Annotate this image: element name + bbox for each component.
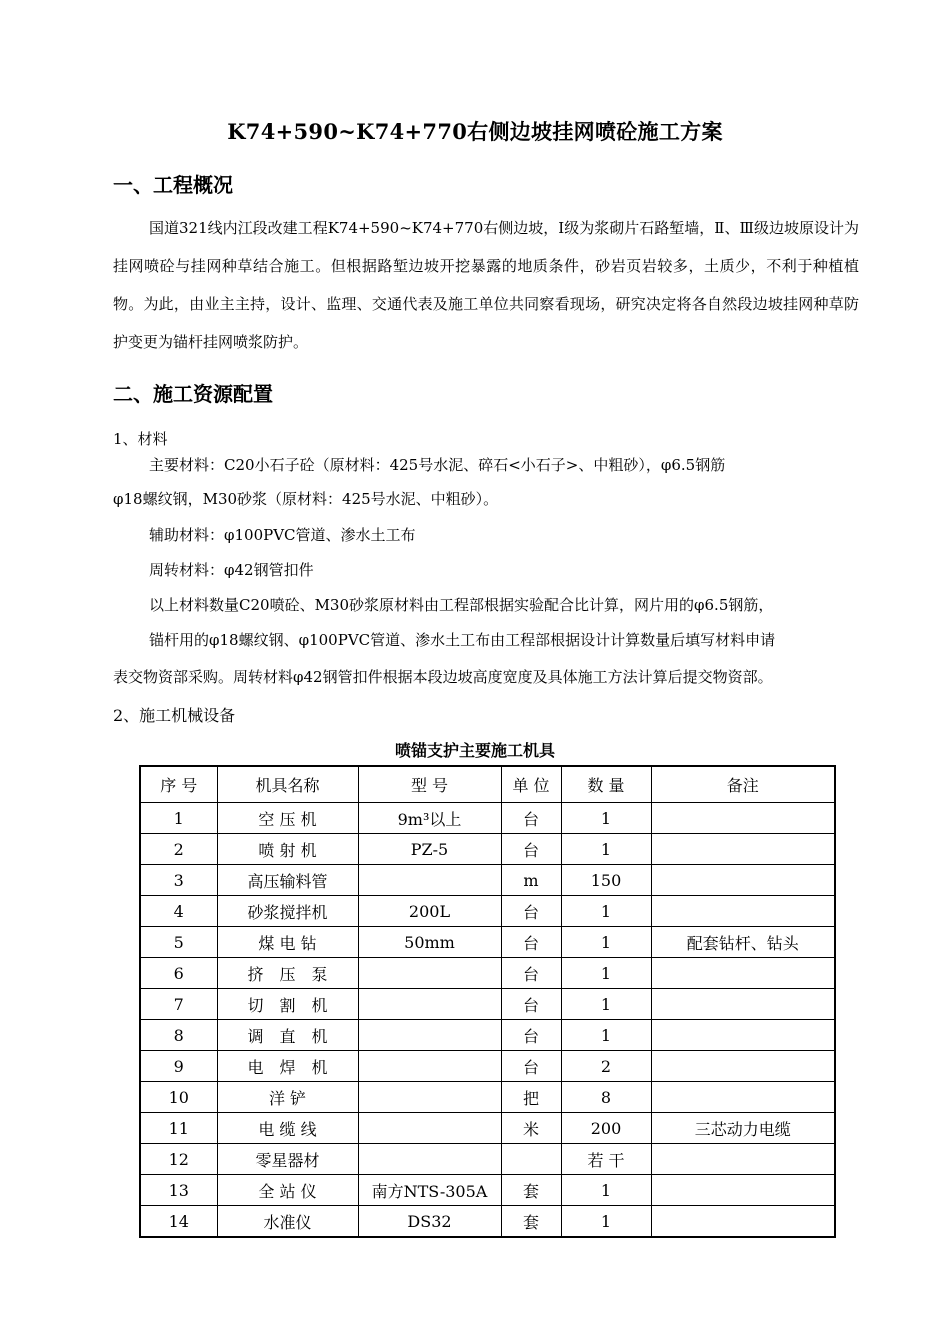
cell-model: PZ-5: [358, 834, 501, 865]
table-row: [140, 989, 835, 1020]
cell-unit: 台: [501, 958, 561, 989]
cell-name: 调 直 机: [217, 1020, 358, 1051]
cell-unit: 台: [501, 834, 561, 865]
cell-remarks: [651, 865, 835, 896]
cell-remarks: [651, 989, 835, 1020]
table-row: [140, 927, 835, 958]
cell-unit: 台: [501, 803, 561, 834]
section-heading-overview: 一、工程概况: [113, 173, 233, 197]
cell-remarks: [651, 1051, 835, 1082]
cell-quantity: 若 干: [561, 1144, 651, 1175]
cell-model: [358, 1144, 501, 1175]
cell-index: 13: [140, 1175, 217, 1206]
cell-unit: [501, 1144, 561, 1175]
cell-quantity: 1: [561, 803, 651, 834]
table-row: [140, 803, 835, 834]
cell-quantity: 1: [561, 834, 651, 865]
cell-quantity: 1: [561, 927, 651, 958]
section-heading-resources: 二、施工资源配置: [113, 382, 273, 406]
cell-remarks: [651, 834, 835, 865]
cell-model: [358, 989, 501, 1020]
cell-name: 喷 射 机: [217, 834, 358, 865]
auxiliary-materials: 辅助材料：φ100PVC管道、渗水土工布: [149, 526, 416, 544]
cell-model: 200L: [358, 896, 501, 927]
cell-index: 3: [140, 865, 217, 896]
cell-index: 11: [140, 1113, 217, 1144]
cell-remarks: [651, 803, 835, 834]
cell-unit: 把: [501, 1082, 561, 1113]
cell-model: 50mm: [358, 927, 501, 958]
cell-index: 12: [140, 1144, 217, 1175]
cell-quantity: 8: [561, 1082, 651, 1113]
header-name: 机具名称: [217, 766, 358, 803]
cell-index: 10: [140, 1082, 217, 1113]
cell-model: 南方NTS-305A: [358, 1175, 501, 1206]
cell-name: 水准仪: [217, 1206, 358, 1238]
cell-name: 全 站 仪: [217, 1175, 358, 1206]
cell-unit: 台: [501, 1051, 561, 1082]
materials-heading: 1、材料: [113, 430, 168, 448]
cell-index: 6: [140, 958, 217, 989]
cell-unit: 米: [501, 1113, 561, 1144]
main-materials-line-2: φ18螺纹钢，M30砂浆（原材料：425号水泥、中粗砂）。: [113, 490, 499, 508]
cell-name: 电 缆 线: [217, 1113, 358, 1144]
cell-model: 9m³以上: [358, 803, 501, 834]
equipment-heading: 2、施工机械设备: [113, 706, 236, 725]
cell-quantity: 1: [561, 1175, 651, 1206]
cell-model: [358, 958, 501, 989]
turnover-materials: 周转材料：φ42钢管扣件: [149, 561, 314, 579]
header-remarks: 备注: [651, 766, 835, 803]
cell-name: 洋 铲: [217, 1082, 358, 1113]
table-row: [140, 1144, 835, 1175]
cell-unit: 台: [501, 1020, 561, 1051]
cell-name: 电 焊 机: [217, 1051, 358, 1082]
cell-unit: m: [501, 865, 561, 896]
cell-unit: 套: [501, 1175, 561, 1206]
cell-model: [358, 1051, 501, 1082]
cell-remarks: [651, 1020, 835, 1051]
header-unit: 单 位: [501, 766, 561, 803]
cell-remarks: [651, 958, 835, 989]
cell-remarks: [651, 1082, 835, 1113]
materials-note-line-3: 表交物资部采购。周转材料φ42钢管扣件根据本段边坡高度宽度及具体施工方法计算后提交物资部。: [113, 668, 773, 686]
cell-name: 零星器材: [217, 1144, 358, 1175]
table-row: [140, 1082, 835, 1113]
cell-name: 空 压 机: [217, 803, 358, 834]
cell-name: 高压输料管: [217, 865, 358, 896]
header-model: 型 号: [358, 766, 501, 803]
cell-quantity: 1: [561, 1020, 651, 1051]
cell-quantity: 200: [561, 1113, 651, 1144]
cell-quantity: 2: [561, 1051, 651, 1082]
table-row: [140, 1113, 835, 1144]
cell-index: 14: [140, 1206, 217, 1238]
cell-index: 1: [140, 803, 217, 834]
table-row: [140, 958, 835, 989]
cell-name: 切 割 机: [217, 989, 358, 1020]
cell-model: DS32: [358, 1206, 501, 1238]
cell-model: [358, 865, 501, 896]
table-row: [140, 1051, 835, 1082]
cell-name: 煤 电 钻: [217, 927, 358, 958]
cell-remarks: [651, 1175, 835, 1206]
cell-unit: 台: [501, 896, 561, 927]
table-row: [140, 1206, 835, 1238]
table-row: [140, 896, 835, 927]
main-materials-line-1: 主要材料：C20小石子砼（原材料：425号水泥、碎石<小石子>、中粗砂），φ6.5钢筋: [149, 456, 726, 474]
cell-name: 砂浆搅拌机: [217, 896, 358, 927]
table-header-row: [140, 766, 835, 803]
cell-index: 9: [140, 1051, 217, 1082]
cell-model: [358, 1082, 501, 1113]
cell-index: 5: [140, 927, 217, 958]
cell-index: 2: [140, 834, 217, 865]
cell-name: 挤 压 泵: [217, 958, 358, 989]
cell-remarks: 配套钻杆、钻头: [651, 927, 835, 958]
table-row: [140, 834, 835, 865]
overview-paragraph: 国道321线内江段改建工程K74+590~K74+770右侧边坡，Ⅰ级为浆砌片石路堑墙，Ⅱ、Ⅲ级边坡原设计为挂网喷砼与挂网种草结合施工。但根据路堑边坡开挖暴露的地质条件，砂岩页岩较多，土质少，不利于种植植物。为此，由业主主持，设计、监理、交通代表及施工单位共同察看现场，研究决定将各自然段边坡挂网种草防护变更为锚杆挂网喷浆防护。: [113, 219, 859, 351]
cell-remarks: 三芯动力电缆: [651, 1113, 835, 1144]
equipment-table: [139, 765, 836, 1238]
cell-index: 8: [140, 1020, 217, 1051]
table-row: [140, 1175, 835, 1206]
cell-unit: 台: [501, 927, 561, 958]
cell-unit: 套: [501, 1206, 561, 1238]
cell-quantity: 1: [561, 958, 651, 989]
cell-index: 7: [140, 989, 217, 1020]
cell-quantity: 1: [561, 896, 651, 927]
table-row: [140, 865, 835, 896]
cell-model: [358, 1113, 501, 1144]
table-row: [140, 1020, 835, 1051]
materials-note-line-1: 以上材料数量C20喷砼、M30砂浆原材料由工程部根据实验配合比计算，网片用的φ6.5钢筋，: [149, 596, 774, 614]
cell-unit: 台: [501, 989, 561, 1020]
cell-quantity: 1: [561, 1206, 651, 1238]
cell-quantity: 1: [561, 989, 651, 1020]
table-caption: 喷锚支护主要施工机具: [394, 741, 555, 760]
document-title: K74+590~K74+770右侧边坡挂网喷砼施工方案: [227, 119, 723, 144]
cell-remarks: [651, 896, 835, 927]
header-index: 序 号: [140, 766, 217, 803]
cell-quantity: 150: [561, 865, 651, 896]
cell-index: 4: [140, 896, 217, 927]
cell-remarks: [651, 1206, 835, 1238]
cell-remarks: [651, 1144, 835, 1175]
materials-note-line-2: 锚杆用的φ18螺纹钢、φ100PVC管道、渗水土工布由工程部根据设计计算数量后填写材料申请: [149, 631, 776, 649]
header-quantity: 数 量: [561, 766, 651, 803]
cell-model: [358, 1020, 501, 1051]
